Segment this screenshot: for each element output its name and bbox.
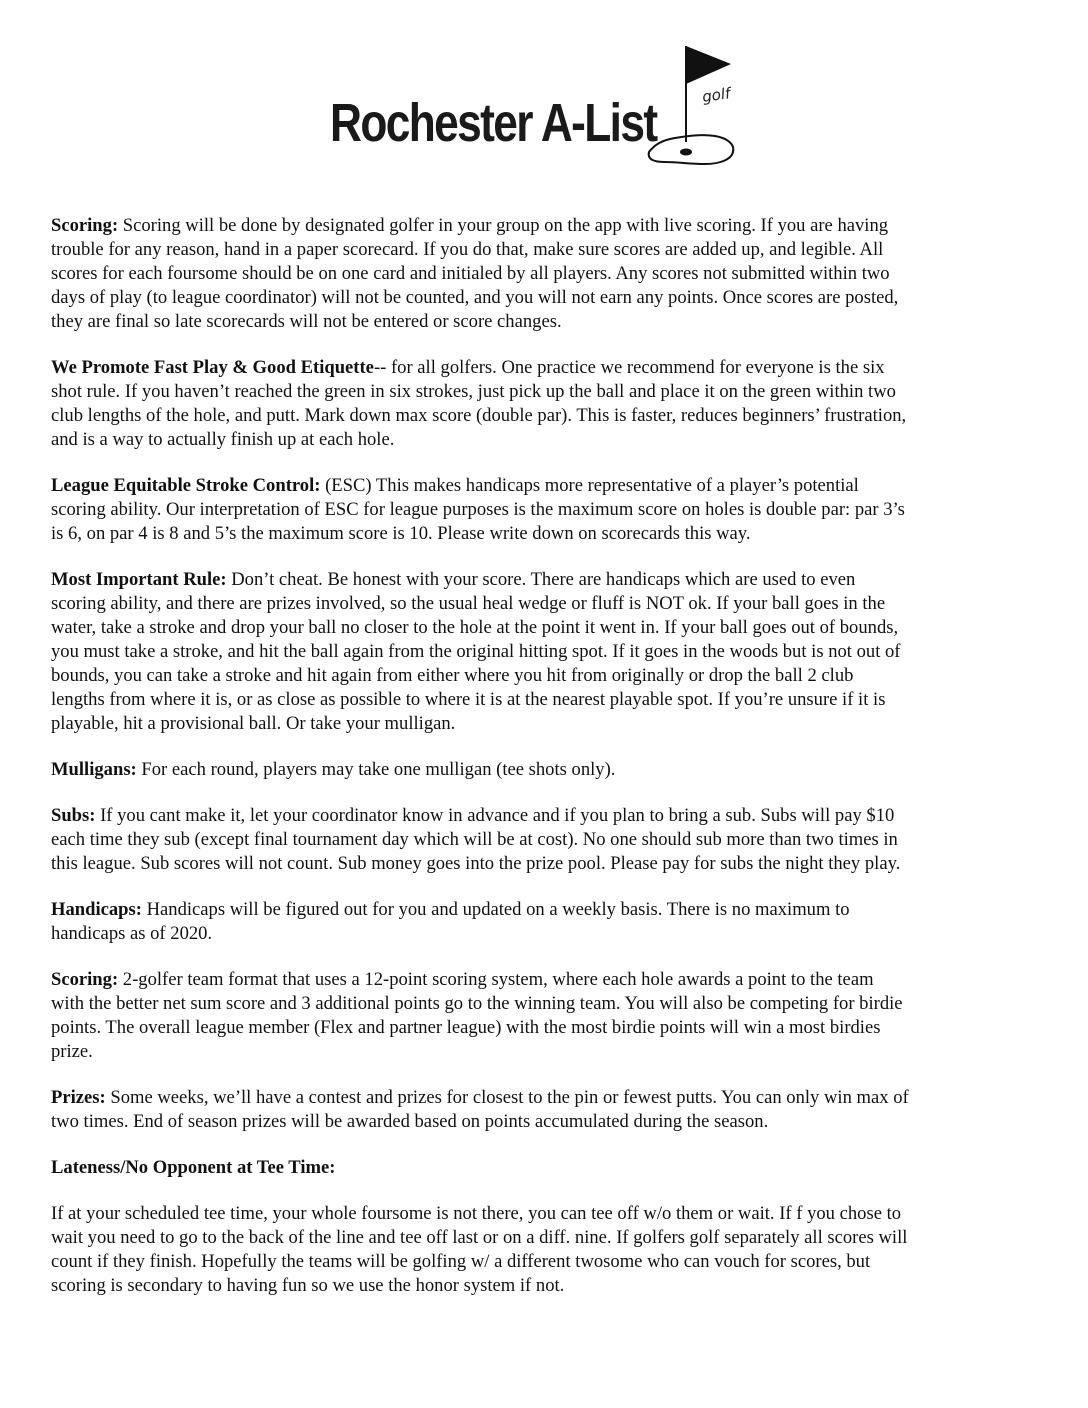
- rules-document: [51, 214, 1041, 1320]
- section-scoring-format: Scoring: 2-golfer team format that uses a 12-point scoring system, where each hole awards a point to the team with the better net sum score and 3 additional points go to the winning team. You will also be competing for birdie points. The overall league member (Flex and partner league) with the most birdie points will win a most birdies prize.: [51, 969, 903, 1062]
- section-heading: League Equitable Stroke Control:: [51, 475, 321, 496]
- golf-flag-icon: [645, 40, 755, 170]
- logo-text: Rochester A-List: [330, 93, 657, 153]
- section-heading: Mulligans:: [51, 759, 137, 780]
- section-handicaps: Handicaps: Handicaps will be figured out for you and updated on a weekly basis. There is no maximum to handicaps as of 2020.: [51, 899, 850, 944]
- section-heading: Scoring:: [51, 215, 119, 236]
- section-heading: Scoring:: [51, 969, 119, 990]
- section-heading: Most Important Rule:: [51, 569, 227, 590]
- section-mulligans: Mulligans: For each round, players may take one mulligan (tee shots only).: [51, 759, 616, 780]
- section-scoring: Scoring: Scoring will be done by designated golfer in your group on the app with live scoring. If you are having trouble for any reason, hand in a paper scorecard. If you do that, make sure scores are added up, and legible. All scores for each foursome should be on one card and initialed by all players. Any scores not submitted within two days of play (to league coordinator) will not be counted, and you will not earn any points. Once scores are posted, they are final so late scorecards will not be entered or score changes.: [51, 215, 899, 332]
- section-heading: Prizes:: [51, 1087, 106, 1108]
- section-lateness-heading: [51, 1156, 1041, 1180]
- section-lateness: If at your scheduled tee time, your whole foursome is not there, you can tee off w/o them or wait. If f you chose to wait you need to go to the back of the line and tee off last or on a diff. nine. If golfers golf separately all scores will count if they finish. Hopefully the teams will be golfing w/ a different twosome who can vouch for scores, but scoring is secondary to having fun so we use the honor system if not.: [51, 1203, 908, 1296]
- section-prizes: Prizes: Some weeks, we’ll have a contest and prizes for closest to the pin or fewest putts. You can only win max of two times. End of season prizes will be awarded based on points accumulated during the season.: [51, 1087, 909, 1132]
- section-esc: League Equitable Stroke Control: (ESC) This makes handicaps more representative of a player’s potential scoring ability. Our interpretation of ESC for league purposes is the maximum score on holes is double par: par 3’s is 6, on par 4 is 8 and 5’s the maximum score is 10. Please write down on scorecards this way.: [51, 475, 905, 544]
- logo: [330, 40, 750, 170]
- section-heading: We Promote Fast Play & Good Etiquette: [51, 357, 374, 378]
- section-heading: Handicaps:: [51, 899, 142, 920]
- logo-tagline: golf: [701, 84, 732, 106]
- section-heading: Lateness/No Opponent at Tee Time:: [51, 1157, 336, 1178]
- section-heading: Subs:: [51, 805, 96, 826]
- section-subs: Subs: If you cant make it, let your coordinator know in advance and if you plan to bring a sub. Subs will pay $10 each time they sub (except final tournament day which will be at cost). No one should sub more than two times in this league. Sub scores will not count. Sub money goes into the prize pool. Please pay for subs the night they play.: [51, 805, 901, 874]
- section-most-important-rule: Most Important Rule: Don’t cheat. Be honest with your score. There are handicaps which are used to even scoring ability, and there are prizes involved, so the usual heal wedge or fluff is NOT ok. If your ball goes in the water, take a stroke and drop your ball no closer to the hole at the point it went in. If your ball goes out of bounds, you must take a stroke, and hit the ball again from the original hitting spot. If it goes in the woods but is not out of bounds, you can take a stroke and hit again from either where you hit from originally or drop the ball 2 club lengths from where it is, or as close as possible to where it is at the nearest playable spot. If you’re unsure if it is playable, hit a provisional ball. Or take your mulligan.: [51, 569, 901, 734]
- section-fast-play: We Promote Fast Play & Good Etiquette-- for all golfers. One practice we recommend for everyone is the six shot rule. If you haven’t reached the green in six strokes, just pick up the ball and place it on the green within two club lengths of the hole, and putt. Mark down max score (double par). This is faster, reduces beginners’ frustration, and is a way to actually finish up at each hole.: [51, 357, 907, 450]
